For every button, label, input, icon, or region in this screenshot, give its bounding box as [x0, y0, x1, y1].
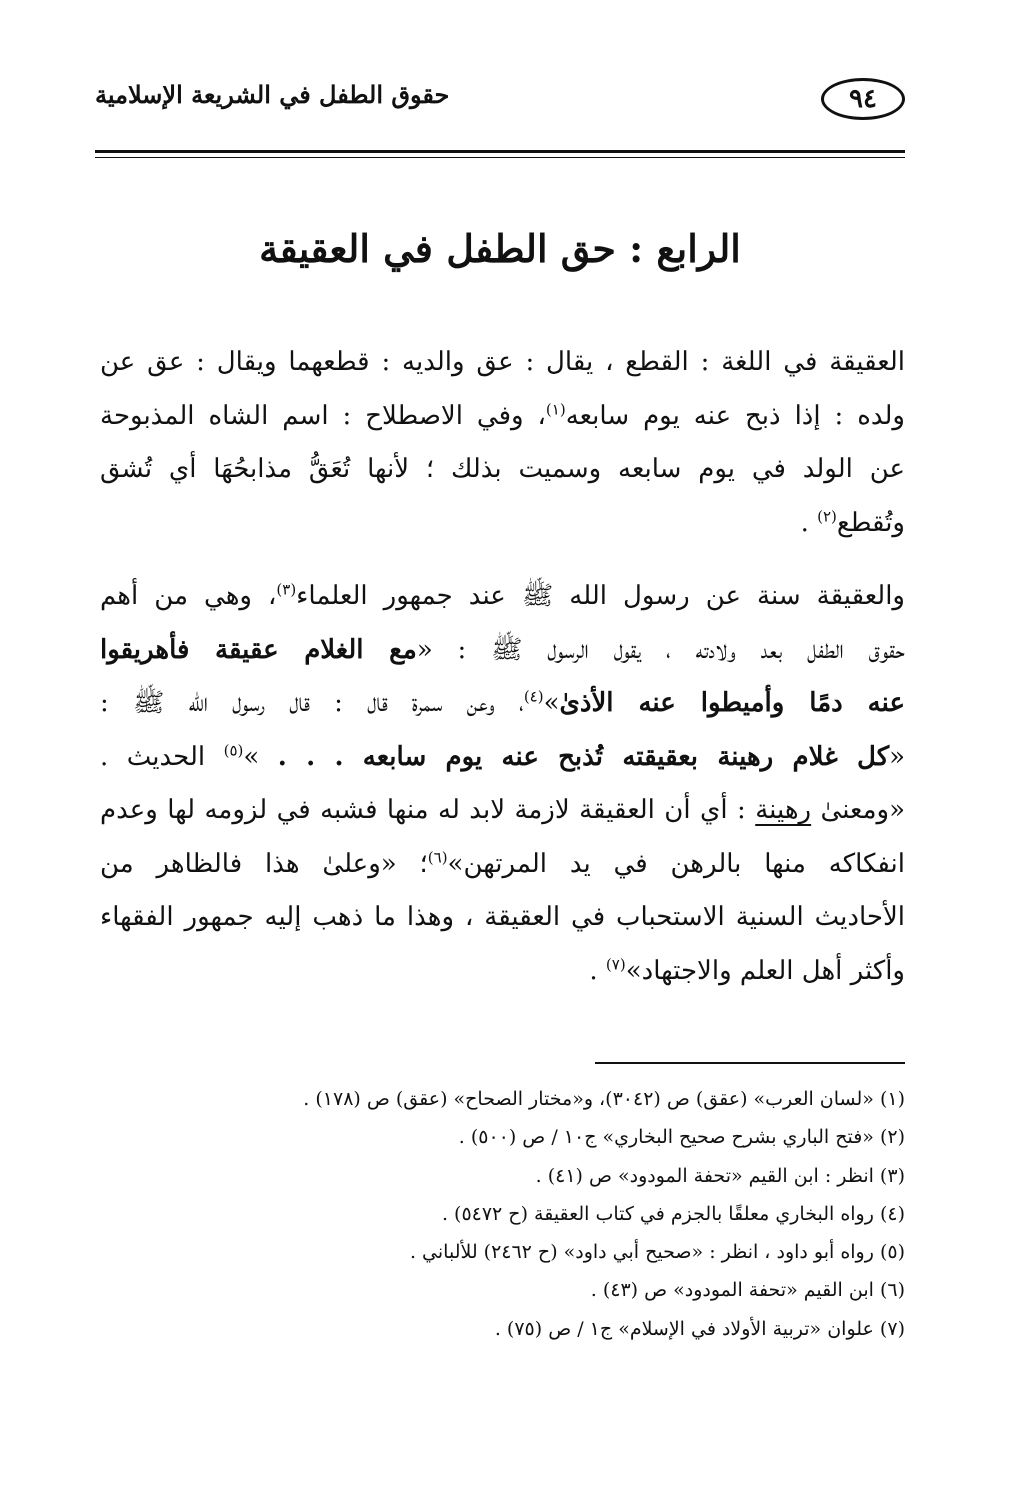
text-run: .	[800, 507, 818, 538]
body-line	[100, 624, 905, 678]
text-run: الحديث .	[100, 741, 224, 772]
text-run: انفكاكه منها بالرهن في يد المرتهن»	[447, 848, 905, 879]
footnote-5: (٥) رواه أبو داود ، انظر : «صحيح أبي داود» (ح ٢٤٦٢) للألباني .	[409, 1241, 905, 1264]
body-line	[100, 390, 905, 444]
footnote-ref: (٣)	[276, 580, 297, 599]
footnote-ref: (٥)	[223, 740, 244, 759]
footnote-ref: (٤)	[523, 687, 544, 706]
footnote-separator	[595, 1062, 905, 1064]
text-run: «	[889, 741, 905, 772]
footnote-7: (٧) علوان «تربية الأولاد في الإسلام» ج١ / ص (٧٥) .	[494, 1317, 905, 1340]
footnote-6: (٦) ابن القيم «تحفة المودود» ص (٤٣) .	[590, 1279, 905, 1302]
footnote-ref: (١)	[545, 399, 566, 418]
footnote-4: (٤) رواه البخاري معلقًا بالجزم في كتاب العقيقة (ح ٥٤٧٢) .	[441, 1202, 905, 1225]
header-rule-thin	[95, 157, 905, 158]
body-line	[100, 838, 905, 892]
footnote-ref: (٧)	[605, 954, 626, 973]
text-run: عن الولد في يوم سابعه وسميت بذلك ؛ لأنها تُعَقُّ مذابحُهَا أي تُشق	[100, 454, 905, 484]
body-line	[100, 497, 905, 551]
text-run: حقوق الطفل بعد ولادته ، يقول الرسول ﷺ : «	[416, 634, 905, 665]
paragraph-2	[100, 570, 905, 998]
paragraph-1	[100, 336, 905, 550]
text-run: ؛ «وعلىٰ هذا فالظاهر من	[100, 848, 428, 879]
hadith-quote: كل غلام رهينة بعقيقته تُذبح عنه يوم سابعه . . .	[277, 741, 890, 772]
underlined-term: رهينة	[755, 795, 812, 825]
text-run: «ومعنىٰ	[811, 795, 905, 825]
body-line	[100, 570, 905, 624]
text-run: والعقيقة سنة عن رسول الله ﷺ عند جمهور العلماء	[296, 581, 905, 611]
text-run: »	[243, 741, 278, 772]
body-line	[100, 891, 905, 945]
text-run: : أي أن العقيقة لازمة لابد له منها فشبه في لزومه لها وعدم	[100, 795, 756, 825]
footnotes-list	[120, 1080, 905, 1348]
footnote-2: (٢) «فتح الباري بشرح صحيح البخاري» ج١٠ / ص (٥٠٠) .	[458, 1126, 905, 1149]
page-number: ٩٤	[821, 78, 905, 120]
text-run: وأكثر أهل العلم والاجتهاد»	[625, 955, 905, 986]
hadith-quote: عنه دمًا وأميطوا عنه الأذىٰ	[559, 688, 905, 718]
text-run: ولده : إذا ذبح عنه يوم سابعه	[565, 400, 905, 431]
text-run: ، وهي من أهم	[100, 581, 277, 611]
footnote-3: (٣) انظر : ابن القيم «تحفة المودود» ص (٤١) .	[535, 1164, 905, 1187]
body-line	[100, 336, 905, 390]
body-line	[100, 945, 905, 999]
text-run: .	[589, 955, 606, 986]
body-line	[100, 677, 905, 731]
page-header	[95, 72, 905, 128]
running-title: حقوق الطفل في الشريعة الإسلامية	[95, 80, 450, 109]
text-run: ، وفي الاصطلاح : اسم الشاه المذبوحة	[100, 400, 546, 431]
text-run: العقيقة في اللغة : القطع ، يقال : عق والديه : قطعهما ويقال : عق عن	[100, 347, 905, 377]
body-line	[100, 784, 905, 838]
body-line	[100, 443, 905, 497]
text-run: »	[543, 688, 560, 718]
footnote-1: (١) «لسان العرب» (عقق) ص (٣٠٤٢)، و«مختار الصحاح» (عقق) ص (١٧٨) .	[303, 1088, 905, 1110]
body-line	[100, 731, 905, 785]
text-run: ، وعن سمرة قال : قال رسول الله ﷺ :	[100, 688, 524, 718]
section-title: الرابع : حق الطفل في العقيقة	[259, 226, 741, 271]
text-run: الأحاديث السنية الاستحباب في العقيقة ، وهذا ما ذهب إليه جمهور الفقهاء	[100, 902, 905, 932]
text-run: وتُقطع	[836, 507, 905, 538]
hadith-quote: مع الغلام عقيقة فأهريقوا	[100, 634, 417, 665]
body-text	[100, 336, 905, 998]
footnote-ref: (٢)	[817, 506, 837, 525]
header-rule-thick	[95, 150, 905, 153]
footnote-ref: (٦)	[427, 847, 448, 866]
